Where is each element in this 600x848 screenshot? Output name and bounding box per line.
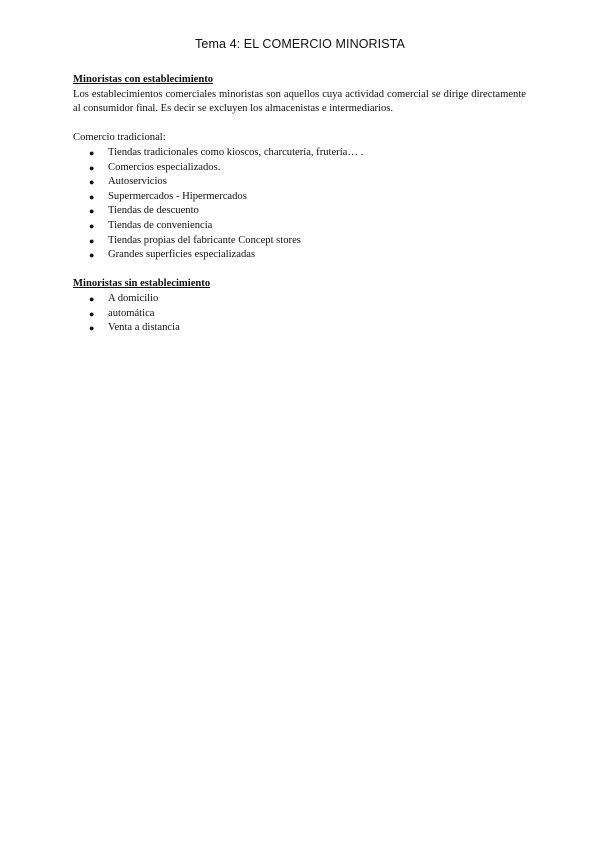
list-item-text: automática [108,307,155,319]
section-heading-sin-establecimiento: Minoristas sin establecimiento [73,278,211,290]
list-item [73,146,526,161]
document-body [73,73,526,336]
bullet-icon: ● [89,191,95,202]
list-item [73,190,526,205]
intro-paragraph: Los establecimientos comerciales minoristas son aquellos cuya actividad comercial se dirige directamente al consumidor final. Es decir se excluyen los almacenistas e intermediarios. [73,88,526,115]
list-item [73,219,526,234]
list-item [73,248,526,263]
list-item-text: A domicilio [108,292,159,304]
bullet-icon: ● [89,177,95,188]
bullet-icon: ● [89,206,95,217]
list-item-text: Autoservicios [108,176,167,188]
bullet-icon: ● [89,308,95,319]
list-item [73,204,526,219]
bullet-icon: ● [89,250,95,261]
list-comercio-tradicional [73,146,526,263]
list-item-text: Tiendas tradicionales como kioscos, charcutería, frutería… . [108,146,364,158]
spacer [73,263,526,278]
list-item [73,307,526,322]
section-heading-con-establecimiento: Minoristas con establecimiento [73,74,214,85]
page-title: Tema 4: EL COMERCIO MINORISTA [195,37,405,51]
list-item-text: Tiendas de descuento [108,205,199,217]
bullet-icon: ● [89,323,95,334]
list-item [73,161,526,176]
list-item-text: Venta a distancia [108,322,180,334]
list-item [73,321,526,336]
bullet-icon: ● [89,293,95,304]
list-sin-establecimiento [73,292,526,336]
list-item-text: Comercios especializados. [108,161,221,173]
list-item-text: Grandes superficies especializadas [108,249,256,261]
list-item [73,292,526,307]
bullet-icon: ● [89,147,95,158]
list-item [73,175,526,190]
bullet-icon: ● [89,162,95,173]
list-item-text: Tiendas de conveniencia [108,219,213,231]
bullet-icon: ● [89,235,95,246]
list-item-text: Supermercados - Hipermercados [108,190,247,202]
list-label-comercio-tradicional: Comercio tradicional: [73,132,166,144]
bullet-icon: ● [89,220,95,231]
list-item-text: Tiendas propias del fabricante Concept stores [108,234,301,246]
spacer [73,117,526,132]
list-item [73,234,526,249]
